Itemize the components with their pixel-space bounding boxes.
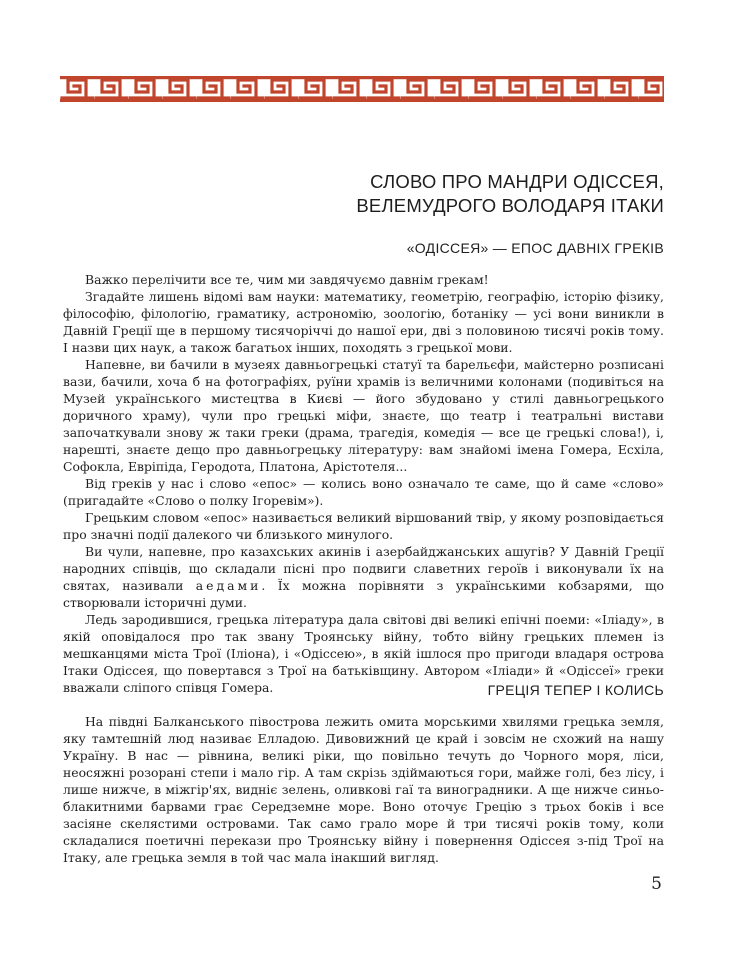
paragraph-text: Ви чули, напевне, про казахських акинів і азербайджанських ашугів? У Давній Греції народних співців, що складали пісні про подвиги славетних героїв і виконували їх на святах, називали [63, 544, 664, 593]
chapter-title-line-1: СЛОВО ПРО МАНДРИ ОДІССЕЯ, [370, 171, 664, 192]
paragraph: Від греків у нас і слово «епос» — колись воно означало те саме, що й саме «слово» (пригадайте «Слово о полку Ігоревім»). [63, 476, 664, 508]
paragraph: Грецьким словом «епос» називається великий віршований твір, у якому розповідається про значні події далекого чи близького минулого. [63, 510, 664, 542]
paragraph-text: . Їх можна порівняти з українськими кобзарями, що створювали історичні думи. [63, 578, 664, 610]
chapter-title [356, 170, 664, 218]
page-number: 5 [651, 874, 662, 894]
section-body-greece [63, 713, 664, 866]
greek-key-ornament [60, 76, 664, 102]
section-body-odyssey-epic [63, 271, 664, 696]
emphasized-term: аедами [195, 578, 262, 593]
section-heading-odyssey-epic: «ОДІССЕЯ» — ЕПОС ДАВНІХ ГРЕКІВ [406, 240, 664, 256]
paragraph: На півдні Балканського півострова лежить омита морськими хвилями грецька земля, яку тамтешній люд називає Елладою. Дивовижний це край і зовсім не схожий на нашу Україну. В нас — рівнина, великі ріки, що повільно течуть до Чорного моря, ліси, неосяжні розорані степи і мало гір. А там скрізь здіймаються гори, майже голі, без лісу, і лише нижче, в міжгір'ях, видніє зелень, оливкові гаї та виноградники. А ще нижче синьо-блакитними барвами грає Середземне море. Воно оточує Грецію з трьох боків і все засіяне скелястими островами. Так само грало море й три тисячі років тому, коли складалися поетичні перекази про Троянську війну і повернення Одіссея з-під Трої на Ітаку, але грецька земля в той час мала інакший вигляд. [63, 714, 664, 865]
section-heading-greece: ГРЕЦІЯ ТЕПЕР І КОЛИСЬ [487, 682, 664, 698]
paragraph: Ледь зародившися, грецька література дала світові дві великі епічні поеми: «Іліаду», в якій оповідалося про так звану Троянську війну, тобто війну грецьких племен із мешканцями міста Трої (Іліона), і «Одіссею», в якій ішлося про пригоди владаря острова Ітаки Одіссея, що повертався з Трої на батьківщину. Автором «Іліади» й «Одіссеї» греки вважали сліпого співця Гомера. [63, 612, 664, 695]
paragraph [63, 543, 664, 611]
paragraph: Напевне, ви бачили в музеях давньогрецькі статуї та барельєфи, майстерно розписані вази, бачили, хоча б на фотографіях, руїни храмів із величними колонами (подивіться на Музей українського мистецтва в Києві — його збудовано у стилі давньогрецького доричного храму), чули про грецькі міфи, знаєте, що театр і театральні вистави започаткували знову ж таки греки (драма, трагедія, комедія — все це грецькі слова!), і, нарешті, знаєте дещо про давньогрецьку літературу: вам знайомі імена Гомера, Есхіла, Софокла, Евріпіда, Геродота, Платона, Арістотеля... [63, 357, 664, 474]
chapter-title-line-2: ВЕЛЕМУДРОГО ВОЛОДАРЯ ІТАКИ [356, 195, 664, 216]
paragraph: Згадайте лишень відомі вам науки: математику, геометрію, географію, історію фізику, філософію, філологію, граматику, астрономію, зоологію, ботаніку — усі вони виникли в Давній Греції ще в першому тисячоріччі до нашої ери, дві з половиною тисячі років тому. І назви цих наук, а також багатьох інших, походять з грецької мови. [63, 289, 664, 355]
paragraph: Важко перелічити все те, чим ми завдячуємо давнім грекам! [85, 272, 489, 287]
